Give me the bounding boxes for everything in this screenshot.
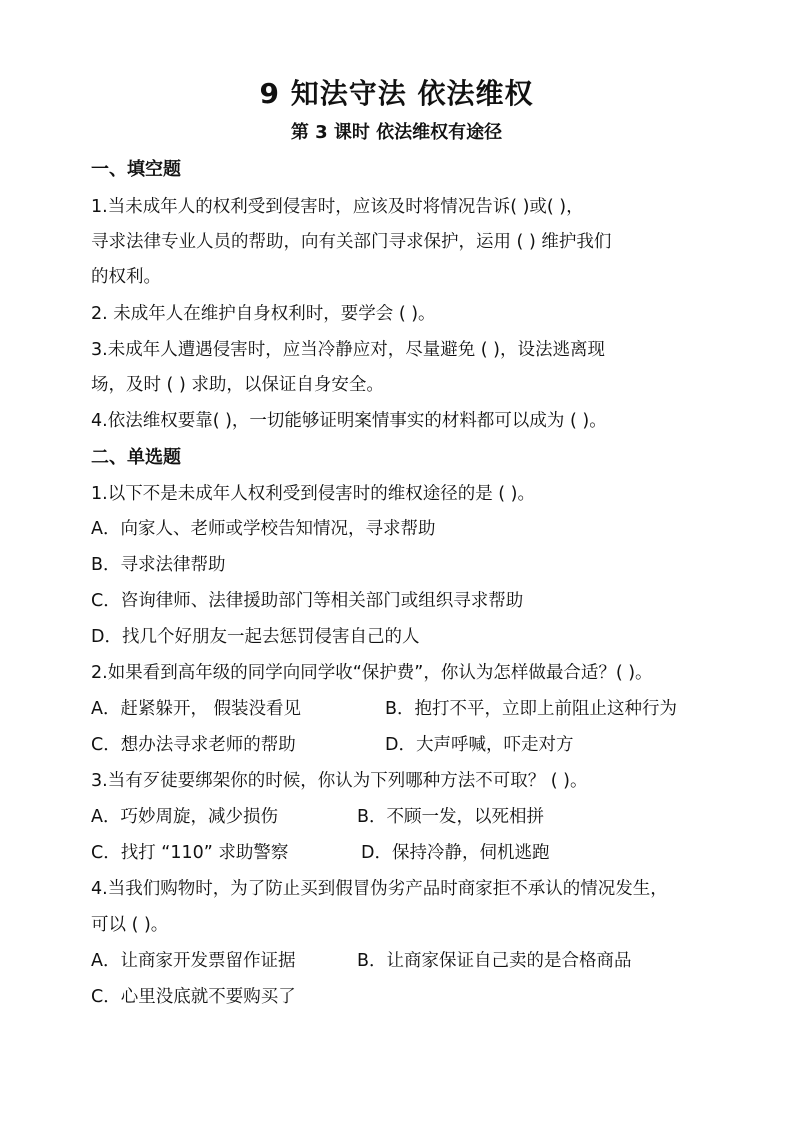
- question-stem-continued: 可以 ( )。: [91, 915, 169, 935]
- fill-blank-line: 寻求法律专业人员的帮助，向有关部门寻求保护，运用 ( ) 维护我们: [91, 232, 612, 252]
- page-subtitle: 第 3 课时 依法维权有途径: [290, 122, 503, 143]
- fill-blank-line: 的权利。: [91, 267, 161, 287]
- answer-option: B．让商家保证自己卖的是合格商品: [357, 951, 632, 971]
- answer-option: A．巧妙周旋，减少损伤: [91, 807, 278, 827]
- answer-option: B．抱打不平，立即上前阻止这种行为: [385, 699, 678, 719]
- answer-option: B．不顾一发，以死相拼: [357, 807, 545, 827]
- fill-blank-line: 场，及时 ( ) 求助，以保证自身安全。: [91, 375, 384, 395]
- section-heading-single-choice: 二、单选题: [91, 447, 181, 468]
- question-stem: 4.当我们购物时，为了防止买到假冒伪劣产品时商家拒不承认的情况发生，: [91, 879, 668, 899]
- answer-option: A．让商家开发票留作证据: [91, 951, 296, 971]
- answer-option: D．找几个好朋友一起去惩罚侵害自己的人: [91, 627, 420, 647]
- answer-option: B．寻求法律帮助: [91, 555, 226, 575]
- answer-option: A．向家人、老师或学校告知情况，寻求帮助: [91, 519, 436, 539]
- section-heading-fill-blank: 一、填空题: [91, 159, 181, 180]
- fill-blank-line: 2. 未成年人在维护自身权利时，要学会 ( )。: [91, 304, 436, 324]
- answer-option: A．赶紧躲开， 假装没看见: [91, 699, 302, 719]
- page-title: 9 知法守法 依法维权: [259, 77, 534, 110]
- question-stem: 3.当有歹徒要绑架你的时候，你认为下列哪种方法不可取？ ( )。: [91, 771, 588, 791]
- answer-option: C．想办法寻求老师的帮助: [91, 735, 296, 755]
- fill-blank-line: 3.未成年人遭遇侵害时，应当冷静应对，尽量避免 ( )，设法逃离现: [91, 340, 605, 360]
- answer-option: D．保持冷静，伺机逃跑: [361, 843, 550, 863]
- answer-option: D．大声呼喊，吓走对方: [385, 735, 574, 755]
- answer-option: C．心里没底就不要购买了: [91, 987, 296, 1007]
- answer-option: C．找打 “110” 求助警察: [91, 843, 289, 863]
- fill-blank-line: 1.当未成年人的权利受到侵害时，应该及时将情况告诉( )或( )，: [91, 197, 584, 217]
- answer-option: C．咨询律师、法律援助部门等相关部门或组织寻求帮助: [91, 591, 524, 611]
- question-stem: 2.如果看到高年级的同学向同学收“保护费”，你认为怎样做最合适？( )。: [91, 663, 653, 683]
- fill-blank-line: 4.依法维权要靠( )，一切能够证明案情事实的材料都可以成为 ( )。: [91, 411, 607, 431]
- question-stem: 1.以下不是未成年人权利受到侵害时的维权途径的是 ( )。: [91, 484, 535, 504]
